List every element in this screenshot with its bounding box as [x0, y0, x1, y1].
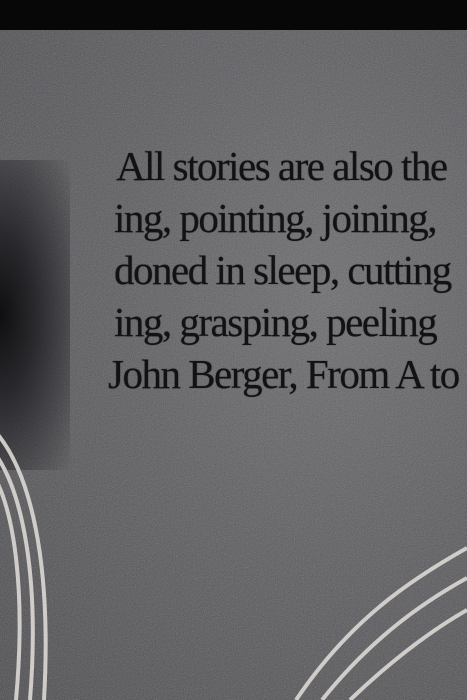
- quote-line-2: ing, pointing, joining,: [114, 195, 436, 241]
- quote-line-3: doned in sleep, cutting: [114, 247, 451, 293]
- quote-line-1: All stories are also the: [116, 143, 447, 189]
- left-arc-3: [0, 476, 20, 700]
- quote-line-4: ing, grasping, peeling: [114, 299, 437, 345]
- right-arc-3: [350, 610, 467, 700]
- quote-line-5: John Berger, From A to: [108, 351, 459, 397]
